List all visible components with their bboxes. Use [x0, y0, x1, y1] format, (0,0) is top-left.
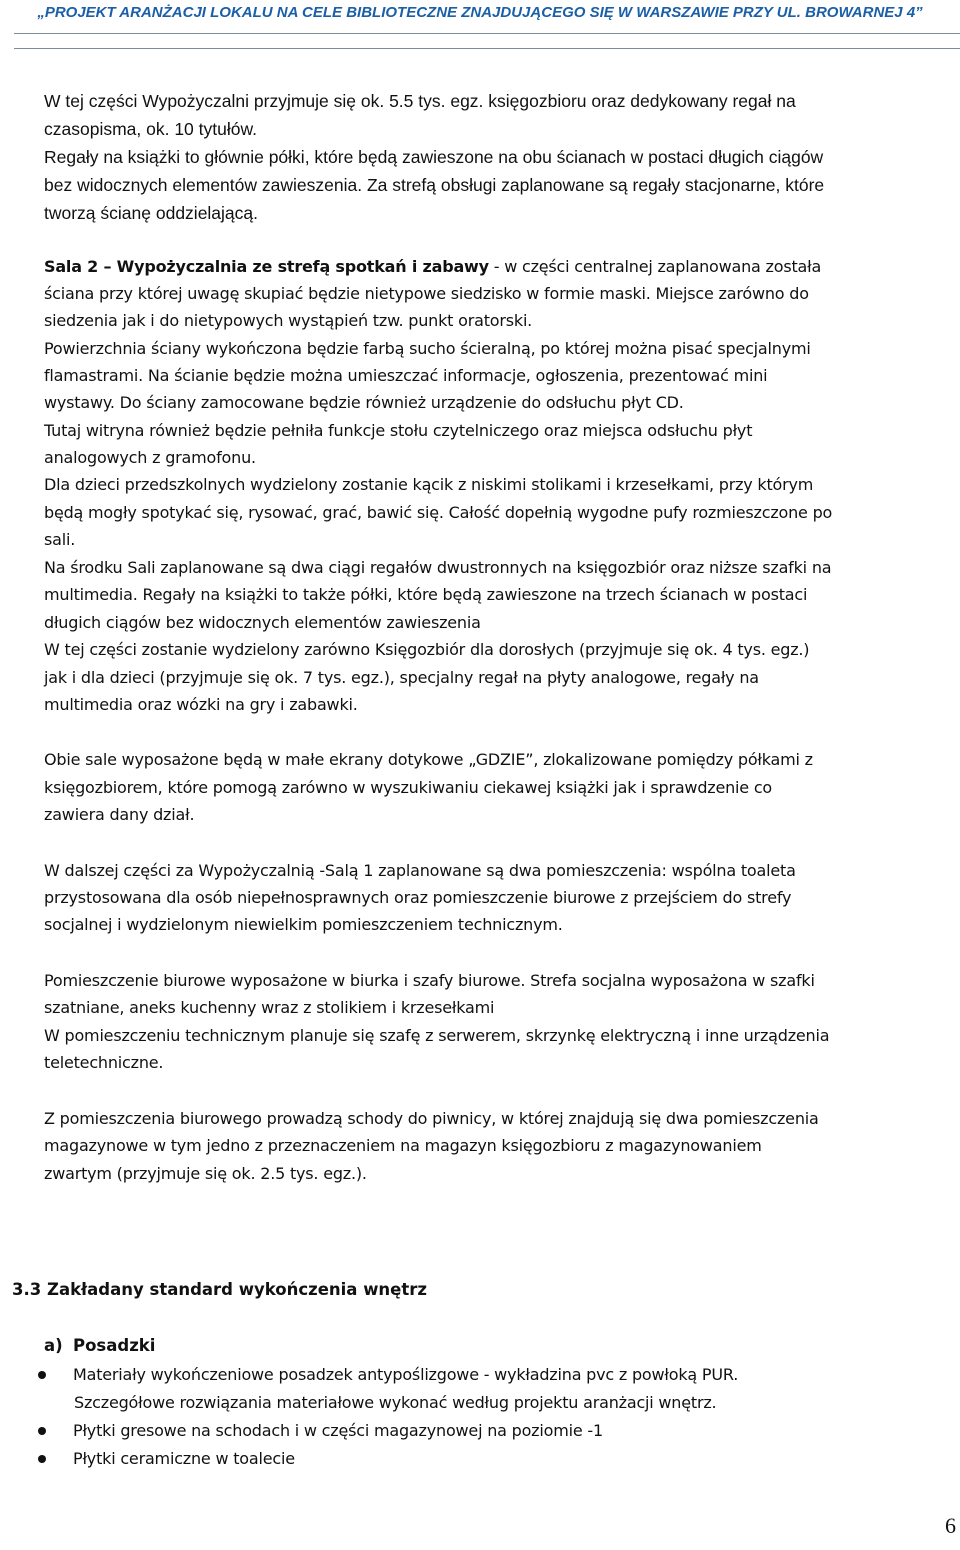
sala2-line: wystawy. Do ściany zamocowane będzie również urządzenie do odsłuchu płyt CD. [44, 393, 684, 412]
sala2-heading: Sala 2 – Wypożyczalnia ze strefą spotkań i zabawy [44, 257, 489, 276]
bullet-continuation: Szczegółowe rozwiązania materiałowe wykonać według projektu aranżacji wnętrz. [74, 1393, 717, 1412]
sala2-first-line-rest: - w części centralnej zaplanowana została [488, 257, 822, 276]
sala2-line: siedzenia jak i do nietypowych wystąpień tzw. punkt oratorski. [44, 311, 533, 330]
sala2-line: Tutaj witryna również będzie pełniła funkcje stołu czytelniczego oraz miejsca odsłuchu płyt [44, 421, 753, 440]
sala2-line: jak i dla dzieci (przyjmuje się ok. 7 tys. egz.), specjalny regał na płyty analogowe, regały na [44, 668, 759, 687]
sala2-line: analogowych z gramofonu. [44, 448, 256, 467]
rooms-line: przystosowana dla osób niepełnosprawnych oraz pomieszczenie biurowe z przejściem do strefy [44, 888, 792, 907]
office-line: szatniane, aneks kuchenny wraz z stolikiem i krzesełkami [44, 998, 495, 1017]
office-line: teletechniczne. [44, 1053, 164, 1072]
page-number: 6 [945, 1513, 956, 1538]
intro-line: Regały na książki to głównie półki, które będą zawieszone na obu ścianach w postaci długich ciągów [44, 147, 824, 167]
rooms-line: W dalszej części za Wypożyczalnią -Salą 1 zaplanowane są dwa pomieszczenia: wspólna toaleta [44, 861, 796, 880]
subsection-title: Posadzki [73, 1336, 156, 1355]
basement-line: magazynowe w tym jedno z przeznaczeniem na magazyn księgozbioru z magazynowaniem [44, 1136, 762, 1155]
intro-line: czasopisma, ok. 10 tytułów. [44, 119, 258, 139]
subsection-heading [44, 1336, 155, 1355]
basement-line: Z pomieszczenia biurowego prowadzą schody do piwnicy, w której znajdują się dwa pomieszczenia [44, 1109, 819, 1128]
basement-line: zwartym (przyjmuje się ok. 2.5 tys. egz.). [44, 1164, 367, 1183]
bullet-icon [38, 1427, 46, 1435]
bullet-icon [38, 1371, 46, 1379]
sala2-line: będą mogły spotykać się, rysować, grać, bawić się. Całość dopełnią wygodne pufy rozmieszczone po [44, 503, 833, 522]
sala2-line: długich ciągów bez widocznych elementów zawieszenia [44, 613, 481, 632]
header-rule-bottom [14, 48, 960, 49]
section-title: 3.3 Zakładany standard wykończenia wnętrz [12, 1280, 427, 1299]
sala2-line: ściana przy której uwagę skupiać będzie nietypowe siedzisko w formie maski. Miejsce zarówno do [44, 284, 809, 303]
intro-line: tworzą ścianę oddzielającą. [44, 203, 259, 223]
intro-line: W tej części Wypożyczalni przyjmuje się ok. 5.5 tys. egz. księgozbioru oraz dedykowany regał na [44, 91, 796, 111]
bullet-item: Płytki ceramiczne w toalecie [73, 1449, 295, 1468]
sala2-line: multimedia oraz wózki na gry i zabawki. [44, 695, 358, 714]
sala2-line: W tej części zostanie wydzielony zarówno Księgozbiór dla dorosłych (przyjmuje się ok. 4 tys. egz.) [44, 640, 810, 659]
rooms-line: socjalnej i wydzielonym niewielkim pomieszczeniem technicznym. [44, 915, 563, 934]
screens-line: zawiera dany dział. [44, 805, 195, 824]
subsection-label: a) [44, 1336, 63, 1355]
sala2-line: Na środku Sali zaplanowane są dwa ciągi regałów dwustronnych na księgozbiór oraz niższe szafki na [44, 558, 832, 577]
office-line: Pomieszczenie biurowe wyposażone w biurka i szafy biurowe. Strefa socjalna wyposażona w szafki [44, 971, 815, 990]
bullet-icon [38, 1455, 46, 1463]
intro-line: bez widocznych elementów zawieszenia. Za strefą obsługi zaplanowane są regały stacjonarne, które [44, 175, 825, 195]
sala2-line: sali. [44, 530, 76, 549]
running-header: „PROJEKT ARANŻACJI LOKALU NA CELE BIBLIOTECZNE ZNAJDUJĄCEGO SIĘ W WARSZAWIE PRZY UL. BROWARNEJ 4” [37, 4, 923, 21]
sala2-line: multimedia. Regały na książki to także półki, które będą zawieszone na trzech ścianach w postaci [44, 585, 808, 604]
bullet-item: Materiały wykończeniowe posadzek antypoślizgowe - wykładzina pvc z powłoką PUR. [73, 1365, 739, 1384]
screens-line: księgozbiorem, które pomogą zarówno w wyszukiwaniu ciekawej książki jak i sprawdzenie co [44, 778, 773, 797]
sala2-line: flamastrami. Na ścianie będzie można umieszczać informacje, ogłoszenia, prezentować mini [44, 366, 768, 385]
sala2-line: Dla dzieci przedszkolnych wydzielony zostanie kącik z niskimi stolikami i krzesełkami, przy którym [44, 475, 814, 494]
sala2-line: Powierzchnia ściany wykończona będzie farbą sucho ścieralną, po której można pisać specjalnymi [44, 339, 811, 358]
screens-line: Obie sale wyposażone będą w małe ekrany dotykowe „GDZIE”, zlokalizowane pomiędzy półkami z [44, 750, 813, 769]
sala2-first-line [44, 256, 821, 278]
bullet-item: Płytki gresowe na schodach i w części magazynowej na poziomie -1 [73, 1421, 603, 1440]
office-line: W pomieszczeniu technicznym planuje się szafę z serwerem, skrzynkę elektryczną i inne urządzenia [44, 1026, 830, 1045]
header-rule-top [14, 33, 960, 34]
